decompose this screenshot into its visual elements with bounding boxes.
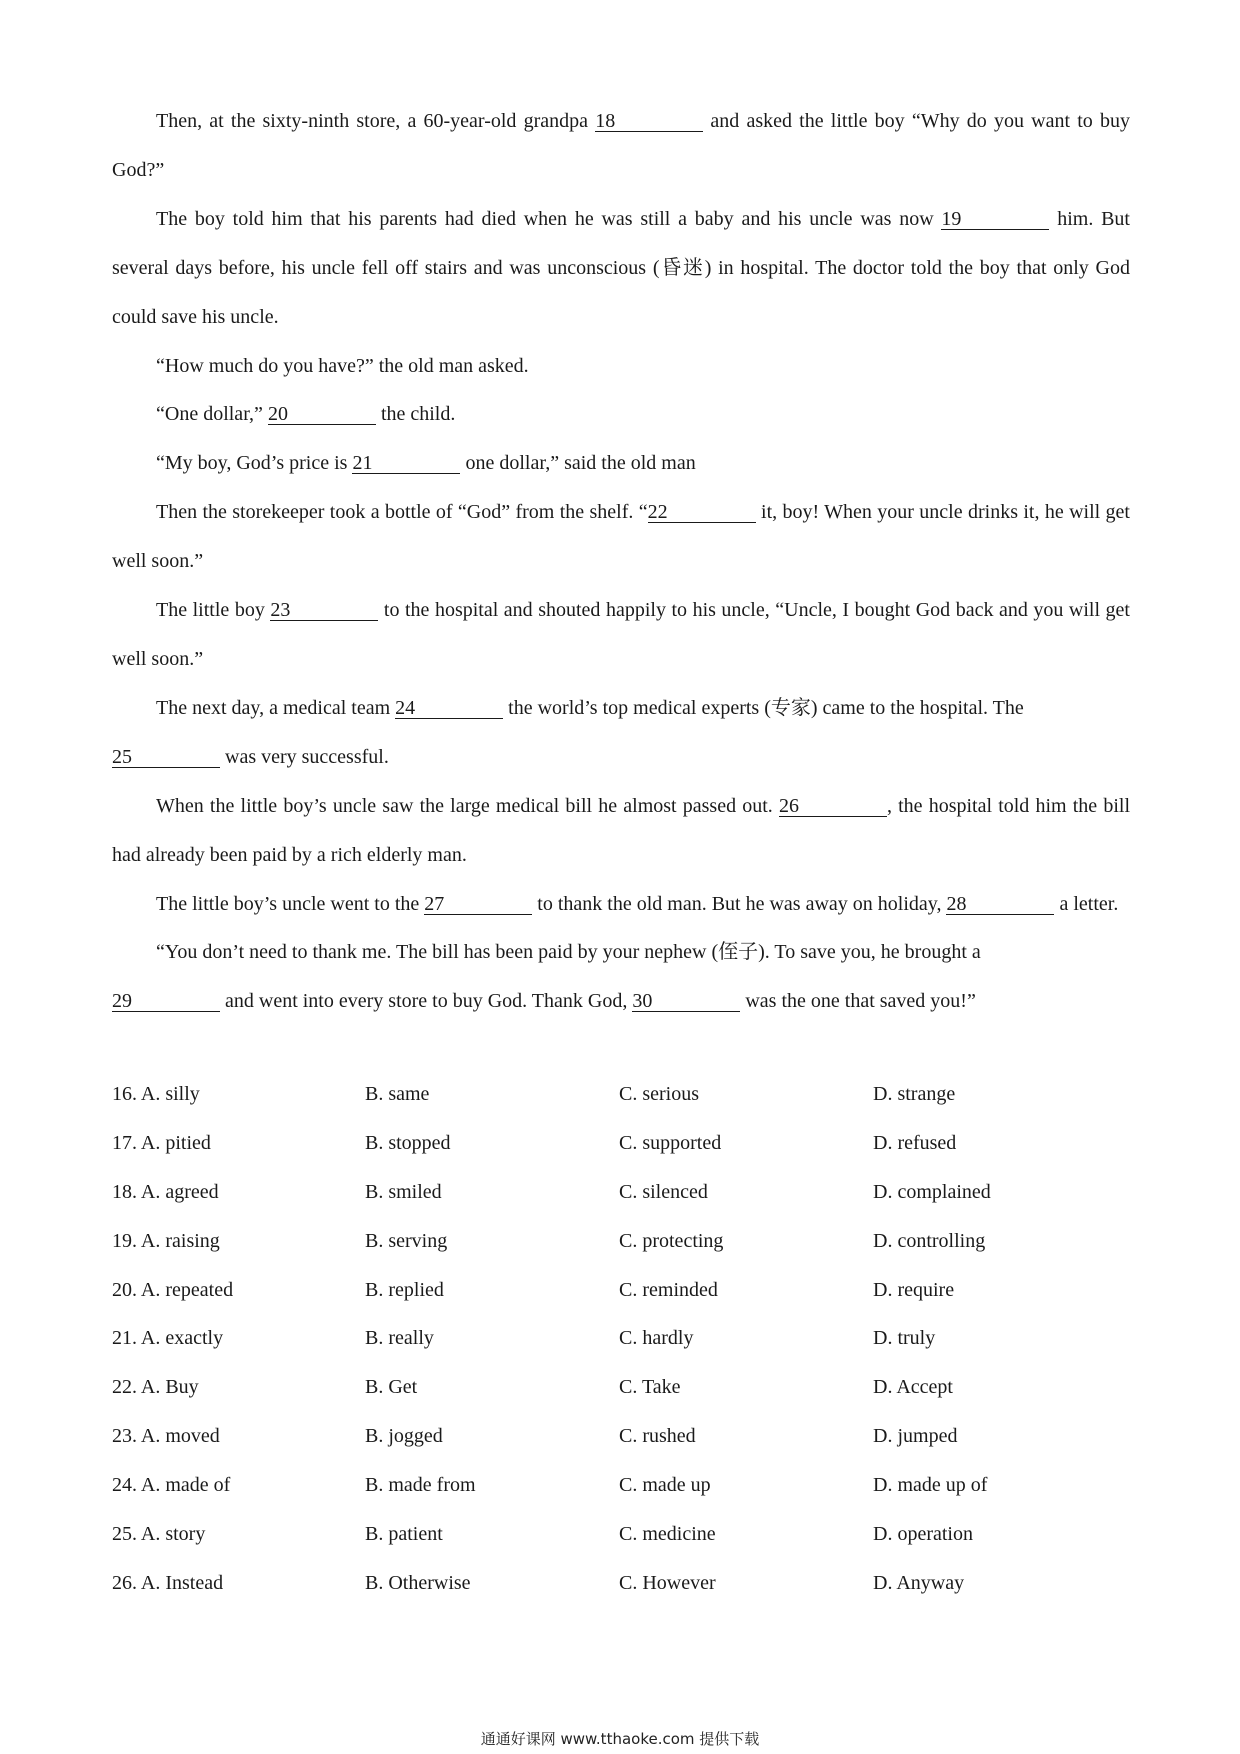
option-text: same bbox=[388, 1083, 430, 1105]
passage-text: the child. bbox=[375, 403, 456, 426]
option-label: D. bbox=[873, 1131, 893, 1154]
option-label: C. bbox=[619, 1180, 638, 1203]
option-c bbox=[619, 1314, 693, 1363]
option-text: really bbox=[388, 1327, 434, 1350]
option-b bbox=[365, 1510, 443, 1559]
option-label: 19. A. bbox=[112, 1229, 161, 1252]
option-text: rushed bbox=[642, 1425, 696, 1448]
passage-text: a letter. bbox=[1054, 892, 1119, 915]
passage-text: to the hospital and shouted happily to his uncle, “Uncle, I bought God back and you will get well soon.” bbox=[112, 599, 1130, 670]
option-label: C. bbox=[619, 1131, 638, 1154]
passage-text: and went into every store to buy God. Thank God, bbox=[220, 990, 633, 1013]
option-label: B. bbox=[365, 1180, 384, 1203]
option-row bbox=[112, 1461, 1130, 1510]
option-text: strange bbox=[897, 1083, 956, 1105]
passage-text: to thank the old man. But he was away on holiday, bbox=[532, 892, 947, 915]
option-b bbox=[365, 1217, 447, 1266]
option-label: B. bbox=[365, 1083, 384, 1105]
option-b bbox=[365, 1266, 444, 1315]
cloze-passage bbox=[112, 97, 1130, 1026]
option-text: made of bbox=[165, 1474, 231, 1497]
option-label: 17. A. bbox=[112, 1131, 161, 1154]
option-b bbox=[365, 1119, 451, 1168]
option-row bbox=[112, 1217, 1130, 1266]
option-a bbox=[112, 1510, 205, 1559]
option-text: medicine bbox=[642, 1523, 716, 1546]
option-label: 20. A. bbox=[112, 1278, 161, 1301]
option-c bbox=[619, 1510, 716, 1559]
option-label: C. bbox=[619, 1425, 638, 1448]
option-d bbox=[873, 1217, 985, 1266]
option-c bbox=[619, 1461, 711, 1510]
option-b bbox=[365, 1461, 476, 1510]
option-label: B. bbox=[365, 1376, 384, 1399]
passage-text: was very successful. bbox=[220, 745, 389, 768]
option-label: C. bbox=[619, 1571, 638, 1594]
option-c bbox=[619, 1363, 681, 1412]
option-label: B. bbox=[365, 1327, 384, 1350]
option-text: complained bbox=[897, 1180, 991, 1203]
option-label: B. bbox=[365, 1425, 384, 1448]
option-text: pitied bbox=[165, 1131, 211, 1154]
option-label: 24. A. bbox=[112, 1474, 161, 1497]
option-text: jogged bbox=[388, 1425, 443, 1448]
answer-options bbox=[112, 1070, 1130, 1608]
passage-text: “You don’t need to thank me. The bill has been paid by your nephew (侄子). To save you, he brought a bbox=[156, 941, 981, 964]
option-label: B. bbox=[365, 1523, 384, 1546]
option-label: D. bbox=[873, 1425, 893, 1448]
option-row bbox=[112, 1559, 1130, 1608]
option-label: D. bbox=[873, 1571, 893, 1594]
passage-text: Then the storekeeper took a bottle of “God” from the shelf. “ bbox=[156, 501, 648, 524]
option-label: D. bbox=[873, 1229, 893, 1252]
option-text: Otherwise bbox=[388, 1571, 471, 1594]
option-text: hardly bbox=[642, 1327, 694, 1350]
blank-26: 26 bbox=[779, 796, 887, 817]
paragraph-4 bbox=[112, 390, 1130, 439]
option-b bbox=[365, 1168, 442, 1217]
option-label: B. bbox=[365, 1474, 384, 1497]
option-text: raising bbox=[165, 1229, 220, 1252]
passage-text: “How much do you have?” the old man asked. bbox=[156, 354, 529, 377]
option-label: C. bbox=[619, 1376, 638, 1399]
paragraph-2 bbox=[112, 195, 1130, 342]
paragraph-11 bbox=[112, 928, 1130, 977]
option-b bbox=[365, 1070, 429, 1119]
option-label: C. bbox=[619, 1278, 638, 1301]
passage-text: When the little boy’s uncle saw the large medical bill he almost passed out. bbox=[156, 794, 779, 817]
passage-text: The boy told him that his parents had died when he was still a baby and his uncle was now bbox=[156, 207, 942, 230]
option-a bbox=[112, 1168, 219, 1217]
option-text: serving bbox=[388, 1229, 448, 1252]
blank-19: 19 bbox=[941, 209, 1049, 230]
paragraph-8 bbox=[112, 684, 1130, 733]
option-label: 21. A. bbox=[112, 1327, 161, 1350]
blank-21: 21 bbox=[352, 453, 460, 474]
option-row bbox=[112, 1363, 1130, 1412]
blank-20: 20 bbox=[268, 404, 376, 425]
option-row bbox=[112, 1070, 1130, 1119]
option-text: Instead bbox=[165, 1571, 224, 1594]
option-text: jumped bbox=[897, 1425, 958, 1448]
option-label: C. bbox=[619, 1474, 638, 1497]
option-row bbox=[112, 1510, 1130, 1559]
option-text: supported bbox=[642, 1131, 722, 1154]
option-label: 22. A. bbox=[112, 1376, 161, 1399]
option-a bbox=[112, 1266, 233, 1315]
option-label: 23. A. bbox=[112, 1425, 161, 1448]
option-text: Buy bbox=[165, 1376, 199, 1399]
passage-text: The next day, a medical team bbox=[156, 696, 396, 719]
option-label: D. bbox=[873, 1474, 893, 1497]
option-text: require bbox=[897, 1278, 955, 1301]
blank-25: 25 bbox=[112, 747, 220, 768]
option-text: serious bbox=[642, 1083, 700, 1105]
option-a bbox=[112, 1461, 230, 1510]
option-label: C. bbox=[619, 1523, 638, 1546]
option-label: C. bbox=[619, 1327, 638, 1350]
option-text: reminded bbox=[642, 1278, 718, 1301]
option-label: B. bbox=[365, 1131, 384, 1154]
option-text: silenced bbox=[642, 1180, 708, 1203]
passage-text: , the hospital told him the bill had already been paid by a rich elderly man. bbox=[112, 794, 1131, 866]
option-text: Accept bbox=[896, 1376, 953, 1399]
paragraph-11-continued bbox=[112, 977, 1130, 1026]
option-row bbox=[112, 1119, 1130, 1168]
option-text: truly bbox=[897, 1327, 936, 1350]
option-c bbox=[619, 1168, 708, 1217]
option-label: 18. A. bbox=[112, 1180, 161, 1203]
option-d bbox=[873, 1363, 953, 1412]
option-text: smiled bbox=[388, 1180, 442, 1203]
option-a bbox=[112, 1119, 211, 1168]
option-label: B. bbox=[365, 1571, 384, 1594]
option-label: D. bbox=[873, 1083, 893, 1105]
option-row bbox=[112, 1314, 1130, 1363]
option-label: D. bbox=[873, 1523, 893, 1546]
option-label: C. bbox=[619, 1229, 638, 1252]
paragraph-6 bbox=[112, 488, 1130, 586]
option-text: Anyway bbox=[896, 1571, 965, 1594]
paragraph-10 bbox=[112, 880, 1130, 929]
option-label: D. bbox=[873, 1376, 893, 1399]
option-d bbox=[873, 1412, 957, 1461]
blank-28: 28 bbox=[946, 894, 1054, 915]
passage-text: “My boy, God’s price is bbox=[156, 452, 353, 475]
option-c bbox=[619, 1412, 696, 1461]
paragraph-9 bbox=[112, 782, 1130, 880]
option-a bbox=[112, 1412, 220, 1461]
option-text: Take bbox=[641, 1376, 681, 1399]
option-row bbox=[112, 1266, 1130, 1315]
paragraph-3 bbox=[112, 342, 1130, 391]
passage-text: and asked the little boy “Why do you want to buy God?” bbox=[112, 110, 1130, 181]
option-b bbox=[365, 1363, 417, 1412]
option-label: 25. A. bbox=[112, 1523, 161, 1546]
option-a bbox=[112, 1363, 199, 1412]
blank-30: 30 bbox=[632, 991, 740, 1012]
option-d bbox=[873, 1266, 954, 1315]
blank-27: 27 bbox=[424, 894, 532, 915]
paragraph-8-continued bbox=[112, 733, 1130, 782]
option-text: controlling bbox=[897, 1229, 986, 1252]
passage-text: was the one that saved you!” bbox=[740, 990, 976, 1013]
option-a bbox=[112, 1314, 223, 1363]
passage-text: The little boy bbox=[156, 599, 271, 622]
option-text: operation bbox=[897, 1523, 973, 1546]
option-text: stopped bbox=[388, 1131, 451, 1154]
option-label: D. bbox=[873, 1278, 893, 1301]
option-text: moved bbox=[165, 1425, 220, 1448]
option-text: However bbox=[642, 1571, 716, 1594]
option-b bbox=[365, 1314, 434, 1363]
option-c bbox=[619, 1217, 723, 1266]
option-d bbox=[873, 1314, 935, 1363]
option-text: made from bbox=[388, 1474, 476, 1497]
paragraph-5 bbox=[112, 439, 1130, 488]
blank-23: 23 bbox=[270, 600, 378, 621]
option-text: exactly bbox=[165, 1327, 224, 1350]
blank-18: 18 bbox=[595, 111, 703, 132]
option-d bbox=[873, 1559, 964, 1608]
option-c bbox=[619, 1559, 716, 1608]
option-text: refused bbox=[897, 1131, 957, 1154]
option-d bbox=[873, 1461, 987, 1510]
blank-29: 29 bbox=[112, 991, 220, 1012]
option-text: agreed bbox=[165, 1180, 219, 1203]
blank-22: 22 bbox=[648, 502, 756, 523]
option-b bbox=[365, 1412, 443, 1461]
option-text: made up bbox=[642, 1474, 711, 1497]
option-a bbox=[112, 1070, 200, 1119]
option-label: C. bbox=[619, 1083, 638, 1105]
option-label: 16. A. bbox=[112, 1083, 161, 1105]
passage-text: The little boy’s uncle went to the bbox=[156, 892, 425, 915]
footer-watermark: 通通好课网 www.tthaoke.com 提供下载 bbox=[480, 1730, 760, 1748]
option-row bbox=[112, 1168, 1130, 1217]
option-text: replied bbox=[388, 1278, 444, 1301]
option-row bbox=[112, 1412, 1130, 1461]
option-text: made up of bbox=[897, 1474, 988, 1497]
paragraph-7 bbox=[112, 586, 1130, 684]
option-d bbox=[873, 1510, 973, 1559]
passage-text: Then, at the sixty-ninth store, a 60-year-old grandpa bbox=[156, 110, 596, 132]
paragraph-1 bbox=[112, 97, 1130, 195]
option-text: silly bbox=[165, 1083, 200, 1105]
passage-text: it, boy! When your uncle drinks it, he will get well soon.” bbox=[112, 501, 1130, 573]
option-label: B. bbox=[365, 1229, 384, 1252]
passage-text: the world’s top medical experts (专家) came to the hospital. The bbox=[503, 696, 1024, 719]
option-a bbox=[112, 1217, 220, 1266]
option-text: patient bbox=[388, 1523, 443, 1546]
option-a bbox=[112, 1559, 223, 1608]
passage-text: him. But several days before, his uncle fell off stairs and was unconscious (昏迷) in hospital. The doctor told the boy that only God could save his uncle. bbox=[112, 207, 1130, 328]
option-text: Get bbox=[388, 1376, 418, 1399]
option-b bbox=[365, 1559, 471, 1608]
option-text: protecting bbox=[642, 1229, 724, 1252]
blank-24: 24 bbox=[395, 698, 503, 719]
option-c bbox=[619, 1070, 699, 1119]
passage-text: “One dollar,” bbox=[156, 403, 268, 426]
option-text: repeated bbox=[165, 1278, 234, 1301]
passage-text: one dollar,” said the old man bbox=[460, 452, 696, 475]
option-c bbox=[619, 1119, 721, 1168]
option-label: 26. A. bbox=[112, 1571, 161, 1594]
option-d bbox=[873, 1070, 955, 1119]
option-label: D. bbox=[873, 1180, 893, 1203]
option-d bbox=[873, 1168, 991, 1217]
option-c bbox=[619, 1266, 718, 1315]
option-text: story bbox=[165, 1523, 206, 1546]
option-label: D. bbox=[873, 1327, 893, 1350]
option-label: B. bbox=[365, 1278, 384, 1301]
option-d bbox=[873, 1119, 956, 1168]
